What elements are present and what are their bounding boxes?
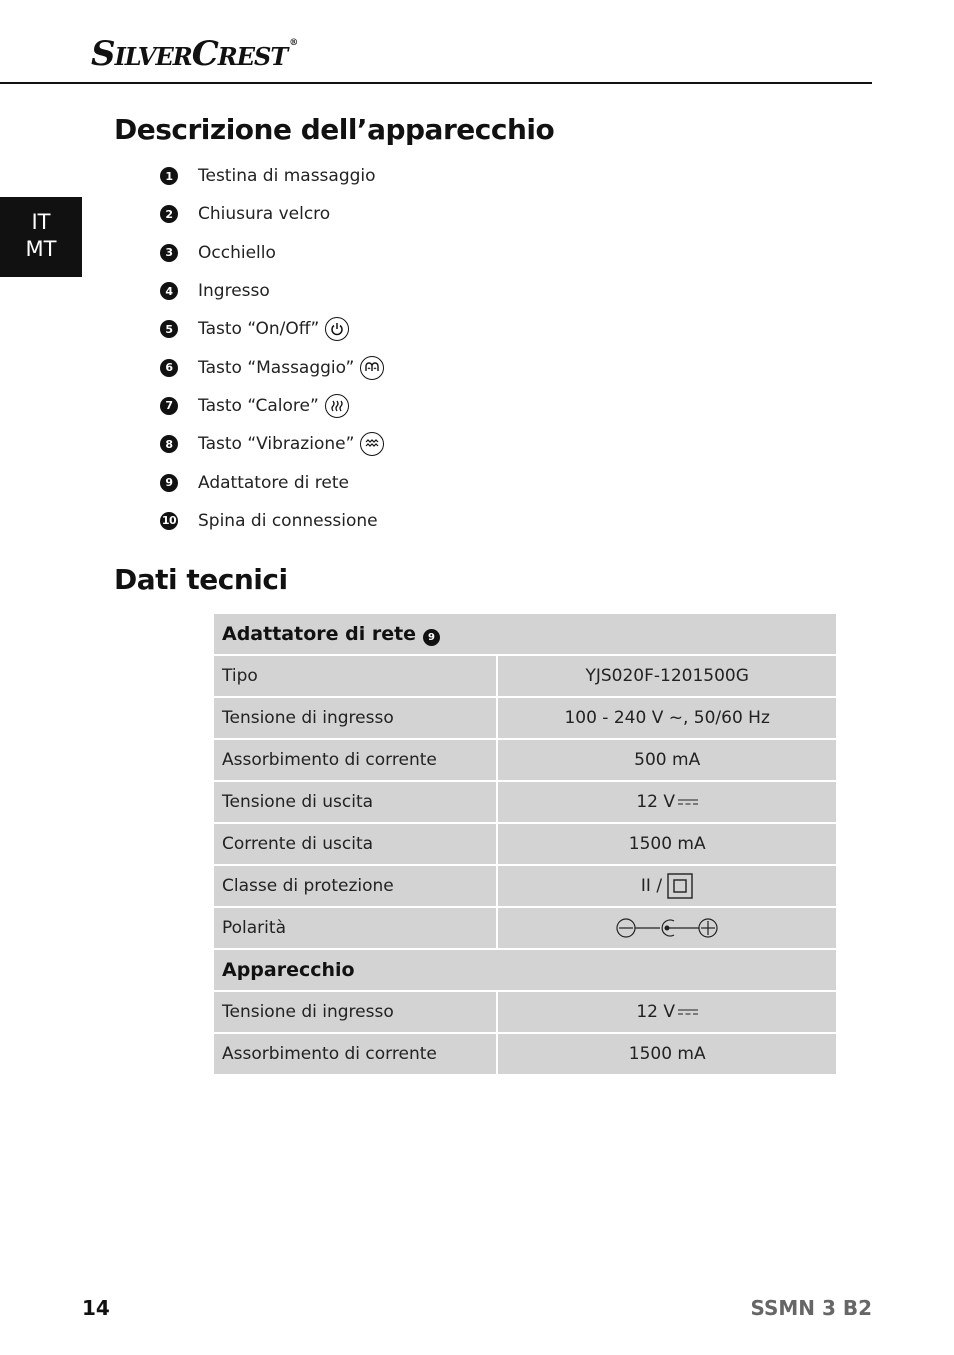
language-code: IT [31, 210, 51, 234]
table-cell-label: Tensione di ingresso [213, 697, 497, 739]
page-number: 14 [82, 1296, 110, 1320]
item-number: 7 [160, 397, 178, 415]
item-number: 4 [160, 282, 178, 300]
item-label: Ingresso [198, 281, 270, 302]
item-label: Tasto “Massaggio” [198, 357, 355, 378]
table-cell-label: Corrente di uscita [213, 823, 497, 865]
silvercrest-logo: SILVERCREST ® [91, 34, 298, 74]
adapter-header-number: 9 [423, 629, 440, 646]
table-section-header: Apparecchio [213, 949, 837, 991]
table-row [213, 613, 837, 655]
heat-icon [325, 394, 349, 418]
list-item [160, 234, 384, 272]
table-cell-label: Tensione di uscita [213, 781, 497, 823]
item-label: Tasto “On/Off” [198, 319, 320, 340]
table-row [213, 697, 837, 739]
table-cell-value: YJS020F-1201500G [497, 655, 837, 697]
table-cell-label: Tipo [213, 655, 497, 697]
list-item [160, 502, 384, 540]
table-row [213, 823, 837, 865]
value-text: II / [640, 876, 663, 896]
value-text: 12 V [636, 1002, 676, 1022]
table-row [213, 655, 837, 697]
item-label: Tasto “Calore” [198, 395, 319, 416]
direct-current-icon [678, 798, 698, 806]
table-cell-value: 500 mA [497, 739, 837, 781]
table-cell-value [497, 781, 837, 823]
language-code: MT [25, 237, 57, 261]
table-row [213, 991, 837, 1033]
item-number: 5 [160, 320, 178, 338]
item-number: 8 [160, 435, 178, 453]
item-label: Tasto “Vibrazione” [198, 434, 355, 455]
table-cell-label: Polarità [213, 907, 497, 949]
list-item [160, 157, 384, 195]
section-title-description: Descrizione dell’apparecchio [114, 113, 555, 146]
technical-data-table [212, 612, 838, 1076]
item-number: 1 [160, 167, 178, 185]
item-number: 2 [160, 205, 178, 223]
table-cell-label: Tensione di ingresso [213, 991, 497, 1033]
list-item [160, 272, 384, 310]
table-row [213, 907, 837, 949]
list-item [160, 387, 384, 425]
item-label: Occhiello [198, 242, 276, 263]
language-tab [0, 197, 82, 277]
massage-icon [360, 356, 384, 380]
table-row [213, 739, 837, 781]
table-cell-value [497, 907, 837, 949]
table-row [213, 1033, 837, 1075]
list-item [160, 425, 384, 463]
vibration-icon [360, 432, 384, 456]
item-label: Adattatore di rete [198, 472, 349, 493]
list-item [160, 195, 384, 233]
list-item [160, 348, 384, 386]
table-cell-value [497, 991, 837, 1033]
table-row [213, 949, 837, 991]
section-title-technical-data: Dati tecnici [114, 563, 288, 596]
table-cell-label: Classe di protezione [213, 865, 497, 907]
model-name: SSMN 3 B2 [750, 1296, 872, 1320]
adapter-header-label: Adattatore di rete [222, 622, 417, 645]
direct-current-icon [678, 1008, 698, 1016]
table-section-header [213, 613, 837, 655]
table-cell-label: Assorbimento di corrente [213, 739, 497, 781]
parts-list [160, 157, 384, 540]
header-rule [0, 82, 872, 84]
table-cell-value: 1500 mA [497, 1033, 837, 1075]
item-number: 10 [160, 512, 178, 530]
table-cell-value: 1500 mA [497, 823, 837, 865]
table-cell-value [497, 865, 837, 907]
table-cell-label: Assorbimento di corrente [213, 1033, 497, 1075]
item-label: Spina di connessione [198, 510, 378, 531]
list-item [160, 463, 384, 501]
value-text: 12 V [636, 792, 676, 812]
item-number: 3 [160, 244, 178, 262]
item-label: Chiusura velcro [198, 204, 331, 225]
polarity-icon [615, 917, 719, 939]
item-label: Testina di massaggio [198, 166, 376, 187]
table-row [213, 781, 837, 823]
list-item [160, 310, 384, 348]
item-number: 6 [160, 359, 178, 377]
table-row [213, 865, 837, 907]
power-icon [325, 317, 349, 341]
protection-class-ii-icon [667, 873, 693, 899]
table-cell-value: 100 - 240 V ~, 50/60 Hz [497, 697, 837, 739]
item-number: 9 [160, 474, 178, 492]
